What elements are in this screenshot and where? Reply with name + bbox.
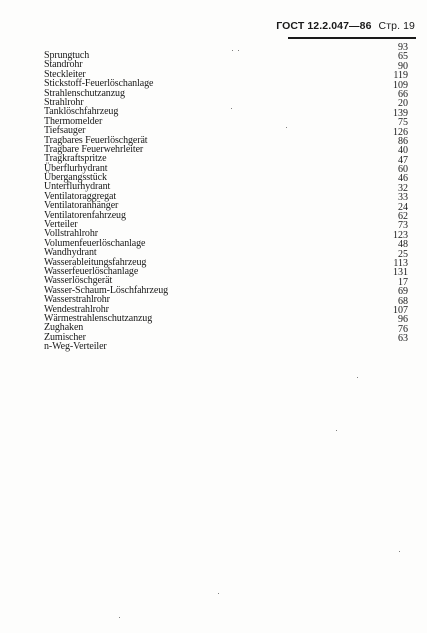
- index-page-number: 25: [398, 248, 408, 260]
- index-page-number: 63: [398, 333, 408, 345]
- index-page-number: 75: [398, 117, 408, 129]
- index-term: n-Weg-Verteiler: [44, 341, 107, 353]
- index-term: Standrohr: [44, 59, 83, 71]
- index-page-number: 90: [398, 60, 408, 72]
- scan-speck: [399, 551, 400, 552]
- index-term: Wasserstrahlrohr: [44, 294, 110, 306]
- index-page-number: 73: [398, 220, 408, 232]
- index-term: Strahlenschutzanzug: [44, 87, 125, 99]
- page-header: [276, 20, 415, 32]
- standard-number: ГОСТ 12.2.047—86: [276, 20, 372, 32]
- index-term: Tragbare Feuerwehrleiter: [44, 143, 144, 155]
- index-term: Strahlrohr: [44, 96, 84, 108]
- index-page-number: 131: [393, 267, 408, 279]
- index-page-number: 60: [398, 164, 408, 176]
- index-term: Ventilatorenfahrzeug: [44, 209, 126, 221]
- index-page-number: 32: [398, 182, 408, 194]
- index-term: Wasser-Schaum-Löschfahrzeug: [44, 284, 169, 296]
- index-term: Tanklöschfahrzeug: [44, 106, 119, 118]
- index-page-number: 46: [398, 173, 408, 185]
- index-term: Verteiler: [44, 219, 78, 231]
- index-page-number: 96: [398, 314, 408, 326]
- index-term: Sprungtuch: [44, 50, 90, 61]
- index-page-number: 66: [398, 88, 408, 100]
- index-page-number: 68: [398, 295, 408, 307]
- index-term: Zumischer: [44, 331, 86, 343]
- index-page-number: 113: [393, 257, 408, 269]
- index-term: Tiefsauger: [44, 125, 86, 137]
- index-page-number: 123: [393, 229, 408, 241]
- index-page-number: 47: [398, 154, 408, 166]
- index-page-number: 126: [393, 126, 408, 138]
- index-term: Wendestrahlrohr: [44, 303, 109, 315]
- index-term: Thermomelder: [44, 115, 103, 127]
- index-term: Volumenfeuerlöschanlage: [44, 237, 146, 249]
- index-term: Wandhydrant: [44, 247, 97, 259]
- header-rule: [288, 37, 416, 39]
- index-page-number: 17: [398, 276, 408, 288]
- index-page-number: 65: [398, 51, 408, 63]
- index-page-number: 20: [398, 98, 408, 110]
- index-term: Übergangsstück: [44, 172, 107, 184]
- index-page-number: 48: [398, 239, 408, 251]
- index-term: Überflurhydrant: [44, 162, 108, 174]
- index-page-number: 86: [398, 135, 408, 147]
- index-page-number: 139: [393, 107, 408, 119]
- index-term: Tragbares Feuerlöschgerät: [44, 134, 148, 146]
- index-page-number: 93: [398, 42, 408, 53]
- index-page-number: 40: [398, 145, 408, 157]
- index-term: Wasserableitungsfahrzeug: [44, 256, 147, 268]
- index-term: Wärmestrahlenschutzanzug: [44, 312, 153, 324]
- index-term: Zughaken: [44, 322, 84, 334]
- page-label: Стр. 19: [378, 20, 415, 32]
- index-page-number: 62: [398, 211, 408, 223]
- index-term: Stickstoff-Feuerlöschanlage: [44, 78, 154, 90]
- index-page-number: 69: [398, 286, 408, 298]
- index-page-number: 33: [398, 192, 408, 204]
- index-term: Wasserfeuerlöschanlage: [44, 265, 139, 277]
- scan-speck: [119, 617, 120, 618]
- index-page-number: 109: [393, 79, 408, 91]
- index-term: Unterflurhydrant: [44, 181, 111, 193]
- index-term: Steckleiter: [44, 68, 86, 80]
- scan-speck: [336, 430, 337, 431]
- index-list: [44, 42, 408, 353]
- index-page-number: 76: [398, 323, 408, 335]
- index-page-number: 107: [393, 304, 408, 316]
- index-page-number: 119: [393, 70, 408, 82]
- index-entry: [44, 42, 408, 61]
- index-term: Ventilatoranhänger: [44, 200, 119, 212]
- index-term: Tragkraftspritze: [44, 153, 107, 165]
- scan-speck: [218, 593, 219, 594]
- index-term: Wasserlöschgerät: [44, 275, 113, 287]
- index-term: Ventilatoraggregat: [44, 190, 117, 202]
- index-page-number: 24: [398, 201, 408, 213]
- index-term: Vollstrahlrohr: [44, 228, 98, 240]
- scan-speck: [357, 377, 358, 378]
